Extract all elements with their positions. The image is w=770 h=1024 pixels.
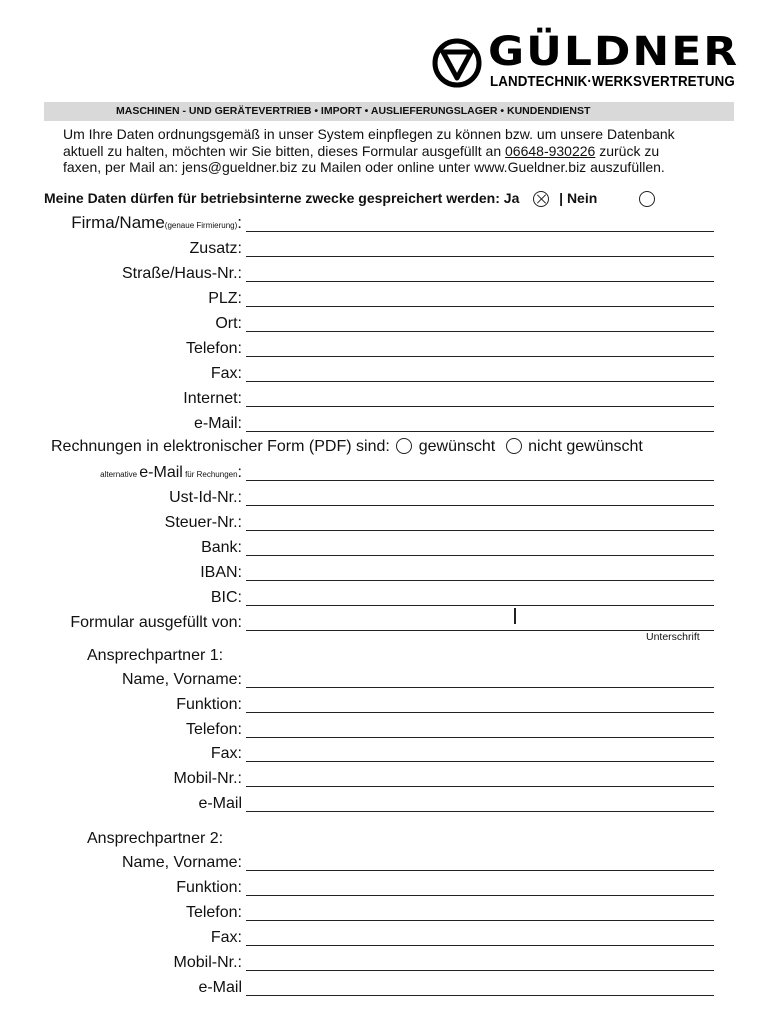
pdf-wanted-label: gewünscht (418, 438, 496, 455)
contact1-telefon-label: Telefon: (185, 721, 242, 738)
contact1-name-row (0, 669, 770, 691)
contact1-telefon-row (0, 719, 770, 741)
plz-input[interactable] (246, 306, 714, 307)
firma-label-text: Firma/Name (71, 213, 165, 232)
ort-label: Ort: (215, 315, 242, 332)
formular-label: Formular ausgefüllt von: (70, 614, 242, 631)
alt-email-main: e-Mail (139, 464, 183, 481)
firma-input[interactable] (246, 231, 714, 232)
contact1-mobil-input[interactable] (246, 786, 714, 787)
intro-line-2-end: zurück zu (595, 142, 660, 159)
alt-email-suffix: für Rechungen (182, 470, 238, 479)
contact1-email-label: e-Mail (198, 795, 242, 812)
gueldner-emblem-icon (432, 38, 482, 88)
bank-label: Bank: (201, 539, 242, 556)
contact1-fax-label: Fax: (210, 745, 242, 762)
field-strasse (0, 263, 770, 285)
contact1-email-input[interactable] (246, 811, 714, 812)
strasse-label: Straße/Haus-Nr.: (121, 265, 242, 282)
contact2-email-label: e-Mail (198, 979, 242, 996)
ort-input[interactable] (246, 331, 714, 332)
zusatz-input[interactable] (246, 256, 714, 257)
field-zusatz (0, 238, 770, 260)
bank-input[interactable] (246, 555, 714, 556)
signature-divider (514, 608, 516, 624)
ust-label: Ust-Id-Nr.: (169, 489, 242, 506)
contact2-funktion-label: Funktion: (176, 879, 242, 896)
contact2-email-input[interactable] (246, 995, 714, 996)
contact2-email-row (0, 977, 770, 999)
alt-email-label: alternative e-Mail für Rechungen: (100, 464, 242, 481)
contact2-telefon-input[interactable] (246, 920, 714, 921)
iban-label: IBAN: (200, 564, 242, 581)
contact1-funktion-label: Funktion: (176, 696, 242, 713)
steuer-label: Steuer-Nr.: (164, 514, 242, 531)
consent-text: Meine Daten dürfen für betriebsinterne zwecke gespreichert werden: Ja (44, 190, 520, 206)
field-ust (0, 487, 770, 509)
internet-label: Internet: (183, 390, 242, 407)
pdf-wanted-radio[interactable] (396, 438, 412, 454)
telefon-input[interactable] (246, 356, 714, 357)
alt-email-input[interactable] (246, 480, 714, 481)
contact1-funktion-input[interactable] (246, 712, 714, 713)
fax-input[interactable] (246, 381, 714, 382)
fax-number: 06648-930226 (505, 142, 596, 159)
contact2-funktion-input[interactable] (246, 895, 714, 896)
logo-tagline: LANDTECHNIK·WERKSVERTRETUNG (490, 74, 735, 90)
plz-label: PLZ: (208, 290, 242, 307)
field-ort (0, 313, 770, 335)
field-steuer (0, 512, 770, 534)
contact2-fax-label: Fax: (210, 929, 242, 946)
services-banner: MASCHINEN - UND GERÄTEVERTRIEB • IMPORT • AUSLIEFERUNGSLAGER • KUNDENDIENST (44, 102, 734, 121)
iban-input[interactable] (246, 580, 714, 581)
field-plz (0, 288, 770, 310)
pdf-invoice-row (51, 436, 643, 458)
contact2-telefon-label: Telefon: (185, 904, 242, 921)
contact2-title: Ansprechpartner 2: (87, 830, 224, 847)
pdf-invoice-label: Rechnungen in elektronischer Form (PDF) sind: (51, 438, 390, 455)
field-firma (0, 213, 770, 235)
contact1-funktion-row (0, 694, 770, 716)
formular-input[interactable] (246, 630, 714, 631)
ust-input[interactable] (246, 505, 714, 506)
zusatz-label: Zusatz: (189, 240, 242, 257)
contact2-name-input[interactable] (246, 870, 714, 871)
field-iban (0, 562, 770, 584)
alt-email-prefix: alternative (100, 470, 140, 479)
bic-input[interactable] (246, 605, 714, 606)
field-fax (0, 363, 770, 385)
firma-note: (genaue Firmierung) (164, 221, 238, 230)
bic-label: BIC: (210, 589, 242, 606)
intro-line-2 (63, 143, 743, 160)
consent-no-label: | Nein (559, 190, 598, 206)
intro-line-3: faxen, per Mail an: jens@gueldner.biz zu Mailen oder online unter www.Gueldner.biz auszufüllen. (63, 159, 665, 175)
contact1-fax-row (0, 743, 770, 765)
contact1-name-label: Name, Vorname: (121, 671, 242, 688)
contact2-mobil-label: Mobil-Nr.: (173, 954, 242, 971)
contact2-telefon-row (0, 902, 770, 924)
firma-label: Firma/Name(genaue Firmierung): (71, 213, 242, 232)
internet-input[interactable] (246, 406, 714, 407)
contact2-name-row (0, 852, 770, 874)
pdf-not-wanted-radio[interactable] (506, 438, 522, 454)
fax-label: Fax: (210, 365, 242, 382)
steuer-input[interactable] (246, 530, 714, 531)
field-telefon (0, 338, 770, 360)
intro-line-1: Um Ihre Daten ordnungsgemäß in unser System einpflegen zu können bzw. um unsere Datenbank (63, 126, 675, 142)
field-alt-email (0, 462, 770, 484)
signature-label: Unterschrift (646, 631, 700, 643)
consent-no-radio[interactable] (639, 191, 655, 207)
contact1-fax-input[interactable] (246, 761, 714, 762)
contact2-name-label: Name, Vorname: (121, 854, 242, 871)
contact2-mobil-row (0, 952, 770, 974)
pdf-not-wanted-label: nicht gewünscht (528, 438, 643, 455)
field-bic (0, 587, 770, 609)
field-bank (0, 537, 770, 559)
email-input[interactable] (246, 431, 714, 432)
telefon-label: Telefon: (185, 340, 242, 357)
contact1-mobil-row (0, 768, 770, 790)
logo-wordmark: GÜLDNER (488, 28, 740, 75)
contact2-fax-input[interactable] (246, 945, 714, 946)
contact1-title: Ansprechpartner 1: (87, 647, 224, 664)
intro-line-2-start: aktuell zu halten, möchten wir Sie bitten, dieses Formular ausgefüllt an (63, 142, 506, 159)
contact1-mobil-label: Mobil-Nr.: (173, 770, 242, 787)
field-internet (0, 388, 770, 410)
strasse-input[interactable] (246, 281, 714, 282)
field-email (0, 413, 770, 435)
intro-text (63, 126, 743, 176)
contact2-funktion-row (0, 877, 770, 899)
contact1-email-row (0, 793, 770, 815)
contact2-fax-row (0, 927, 770, 949)
consent-yes-radio[interactable] (533, 191, 549, 207)
email-label: e-Mail: (193, 415, 242, 432)
contact1-name-input[interactable] (246, 687, 714, 688)
contact1-telefon-input[interactable] (246, 737, 714, 738)
company-logo (432, 28, 740, 92)
contact2-mobil-input[interactable] (246, 970, 714, 971)
consent-row (44, 188, 655, 208)
